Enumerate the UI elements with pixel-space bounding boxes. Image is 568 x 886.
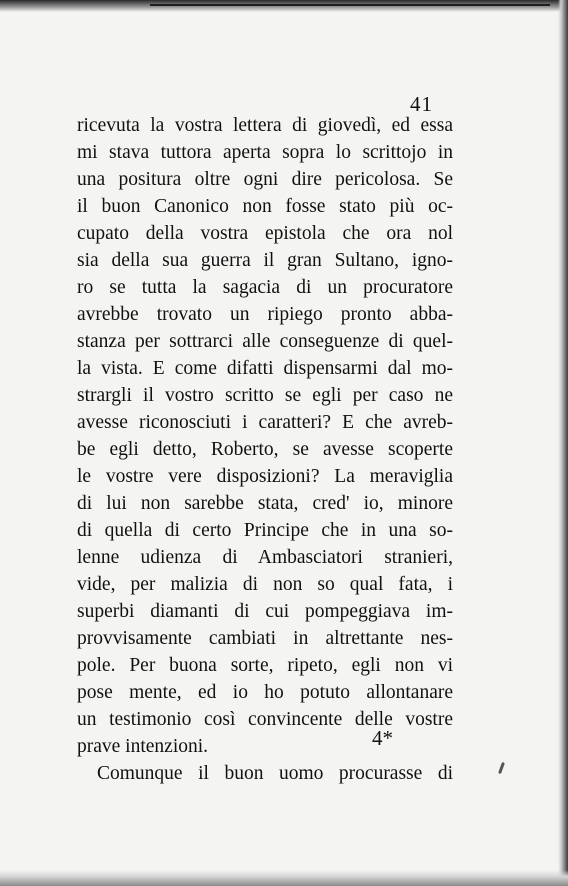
text-line: ro se tutta la sagacia di un procuratore <box>77 277 453 298</box>
text-line: sia della sua guerra il gran Sultano, igno- <box>77 250 453 271</box>
text-line: avrebbe trovato un ripiego pronto abba- <box>77 304 453 325</box>
body-text <box>77 112 453 787</box>
text-line-paragraph-end: prave intenzioni. <box>77 736 209 757</box>
text-line: be egli detto, Roberto, se avesse scoperte <box>77 439 453 460</box>
margin-speck <box>498 762 505 774</box>
text-line: un testimonio così convincente delle vostre <box>77 709 453 730</box>
page-number: 41 <box>410 92 433 116</box>
text-line: le vostre vere disposizioni? La meraviglia <box>77 466 453 487</box>
page-top-rule <box>150 4 550 6</box>
text-line: provvisamente cambiati in altrettante nes- <box>77 628 453 649</box>
text-line-paragraph-start: Comunque il buon uomo procurasse di <box>97 763 453 784</box>
text-line: di quella di certo Principe che in una so- <box>77 520 453 541</box>
page-right-edge <box>558 0 568 886</box>
text-line: pose mente, ed io ho potuto allontanare <box>77 682 453 703</box>
page-top-edge <box>0 0 568 12</box>
text-line: una positura oltre ogni dire pericolosa. Se <box>77 169 453 190</box>
text-line: stanza per sottrarci alle conseguenze di quel- <box>77 331 453 352</box>
signature-mark: 4* <box>372 726 393 750</box>
text-line: pole. Per buona sorte, ripeto, egli non vi <box>77 655 453 676</box>
text-line: cupato della vostra epistola che ora nol <box>77 223 453 244</box>
text-line: lenne udienza di Ambasciatori stranieri, <box>77 547 453 568</box>
text-line: strargli il vostro scritto se egli per caso ne <box>77 385 453 406</box>
text-line: ricevuta la vostra lettera di giovedì, ed essa <box>77 115 453 136</box>
text-line: vide, per malizia di non so qual fata, i <box>77 574 453 595</box>
text-line: la vista. E come difatti dispensarmi dal mo- <box>77 358 453 379</box>
text-line: avesse riconosciuti i caratteri? E che avreb- <box>77 412 453 433</box>
text-line: di lui non sarebbe stata, cred' io, minore <box>77 493 453 514</box>
page-bottom-edge <box>0 870 568 886</box>
text-line: superbi diamanti di cui pompeggiava im- <box>77 601 453 622</box>
text-line: mi stava tuttora aperta sopra lo scrittojo in <box>77 142 453 163</box>
text-line: il buon Canonico non fosse stato più oc- <box>77 196 453 217</box>
